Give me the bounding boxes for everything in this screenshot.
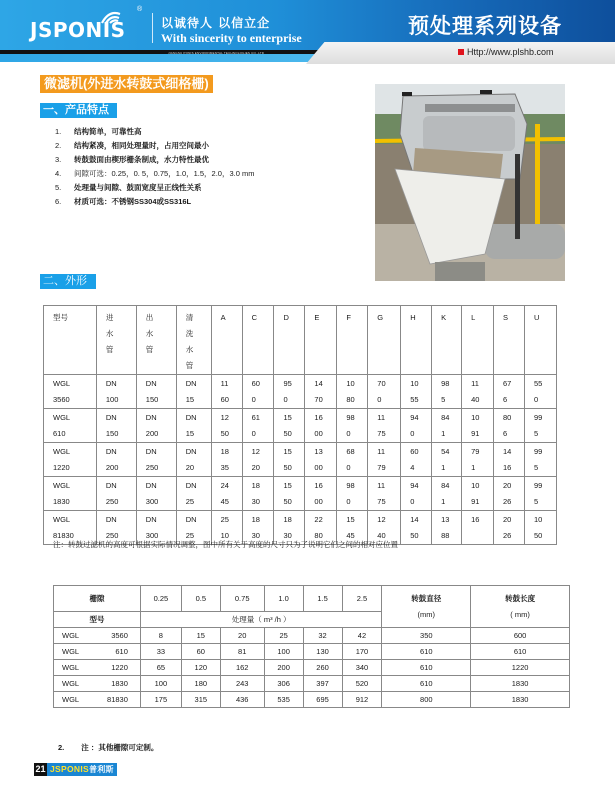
footer-brand: JSPONIS普利斯 <box>47 763 117 776</box>
dimensions-heading: 二、外形尺寸 <box>40 274 96 289</box>
red-square-icon <box>458 49 464 55</box>
catalog-section-title: 预处理系列设备 <box>408 13 562 38</box>
col-model: 型号 <box>44 306 97 375</box>
gap-value: 0.25 <box>140 586 181 612</box>
company-name-small: JIANGSU PONIS ENVIRONMENTAL TECHNOLOGIES CO.,LTD <box>168 51 265 55</box>
col-inlet-pipe: 进 水 管 <box>96 306 136 375</box>
drum-screen-image <box>375 84 565 281</box>
capacity-table <box>53 585 570 708</box>
gap-value: 2.5 <box>342 586 382 612</box>
feature-item: 4. 间隙可选：0.25，0. 5，0.75，1.0，1.5，2.0，3.0 mm <box>55 169 255 178</box>
table-row: WGL 81830 DN 250 DN 300 DN 25 25 10 18 30 18 30 22 80 15 45 12 40 14 50 13 88 16 20 26 10 50 <box>44 511 557 545</box>
feature-item: 1. 结构简单，可靠性高 <box>55 127 142 136</box>
model-label: 型号 <box>54 612 141 628</box>
col-u: U <box>524 306 556 375</box>
dimensions-table <box>43 305 557 545</box>
registered-mark: ® <box>137 6 143 13</box>
table-row: WGL 3560 8 15 20 25 32 42 350 600 <box>54 628 570 644</box>
feature-item: 3. 转鼓鼓面由楔形栅条制成，水力特性最优 <box>55 155 209 164</box>
table-row: WGL 1830 DN 250 DN 300 DN 25 24 45 18 30 15 50 16 00 98 0 11 75 94 0 84 1 10 91 20 26 99 5 <box>44 477 557 511</box>
custom-gap-note: 2. 注 ：其他栅隙可定制。 <box>58 743 159 752</box>
feature-item: 2. 结构紧凑，相同处理量时，占用空间最小 <box>55 141 209 150</box>
slogan-english: With sincerity to enterprise <box>161 31 302 45</box>
brand-logo: JSPONIS <box>30 18 126 42</box>
capacity-header-row <box>54 586 570 612</box>
col-e: E <box>305 306 337 375</box>
table-row: WGL 610 DN 150 DN 200 DN 15 12 50 61 0 15 50 16 00 98 0 11 75 94 0 84 1 10 91 80 6 99 5 <box>44 409 557 443</box>
gap-label: 栅隙 <box>54 586 141 612</box>
height-note: 注：转鼓过滤机的高度可根据实际情况调整，图中所有关于高度的尺寸只为了说明它们之间的相对应位置 <box>53 540 398 549</box>
gap-value: 1.0 <box>264 586 303 612</box>
gap-value: 0.5 <box>181 586 220 612</box>
col-h: H <box>401 306 432 375</box>
slogan-chinese: 以诚待人 以信立企 <box>161 16 271 30</box>
col-outlet-pipe: 出 水 管 <box>136 306 176 375</box>
website-url[interactable] <box>458 47 554 57</box>
table-header-row <box>44 306 557 375</box>
page-footer <box>34 763 117 776</box>
table-row: WGL 1220 DN 200 DN 250 DN 20 18 35 12 20 15 50 13 00 68 0 11 79 60 4 54 1 79 1 14 16 99 5 <box>44 443 557 477</box>
url-text[interactable]: Http://www.plshb.com <box>467 47 554 57</box>
feature-list <box>55 125 255 209</box>
col-f: F <box>337 306 368 375</box>
gap-value: 1.5 <box>303 586 342 612</box>
col-c: C <box>242 306 274 375</box>
header-divider <box>152 13 153 43</box>
col-s: S <box>494 306 525 375</box>
col-k: K <box>432 306 462 375</box>
throughput-label: 处理量（ m³ /h ） <box>140 612 382 628</box>
feature-item: 5. 处理量与间隙、鼓面宽度呈正线性关系 <box>55 183 202 192</box>
table-row: WGL 1220 65 120 162 200 260 340 610 1220 <box>54 660 570 676</box>
col-l: L <box>462 306 494 375</box>
table-row: WGL 81830 175 315 436 535 695 912 800 1830 <box>54 692 570 708</box>
gap-value: 0.75 <box>220 586 264 612</box>
features-heading: 一、产品特点 <box>40 103 117 118</box>
table-row: WGL 610 33 60 81 100 130 170 610 610 <box>54 644 570 660</box>
col-wash-pipe: 清 洗 水 管 <box>176 306 211 375</box>
drum-length-header: 转鼓长度 ( mm) <box>471 586 570 628</box>
col-a: A <box>211 306 242 375</box>
product-title: 微滤机(外进水转鼓式细格栅) <box>40 75 213 93</box>
header-blue-strip <box>0 54 320 62</box>
feature-item: 6. 材质可选：不锈钢SS304或SS316L <box>55 197 192 206</box>
table-row: WGL 1830 100 180 243 306 397 520 610 1830 <box>54 676 570 692</box>
product-photo <box>375 84 565 281</box>
col-g: G <box>368 306 401 375</box>
drum-diameter-header: 转鼓直径 (mm) <box>382 586 471 628</box>
page-number: 21 <box>35 764 46 774</box>
col-d: D <box>274 306 305 375</box>
table-row: WGL 3560 DN 100 DN 150 DN 15 11 60 60 0 95 0 14 70 10 80 70 0 10 55 98 5 11 40 67 6 55 0 <box>44 375 557 409</box>
